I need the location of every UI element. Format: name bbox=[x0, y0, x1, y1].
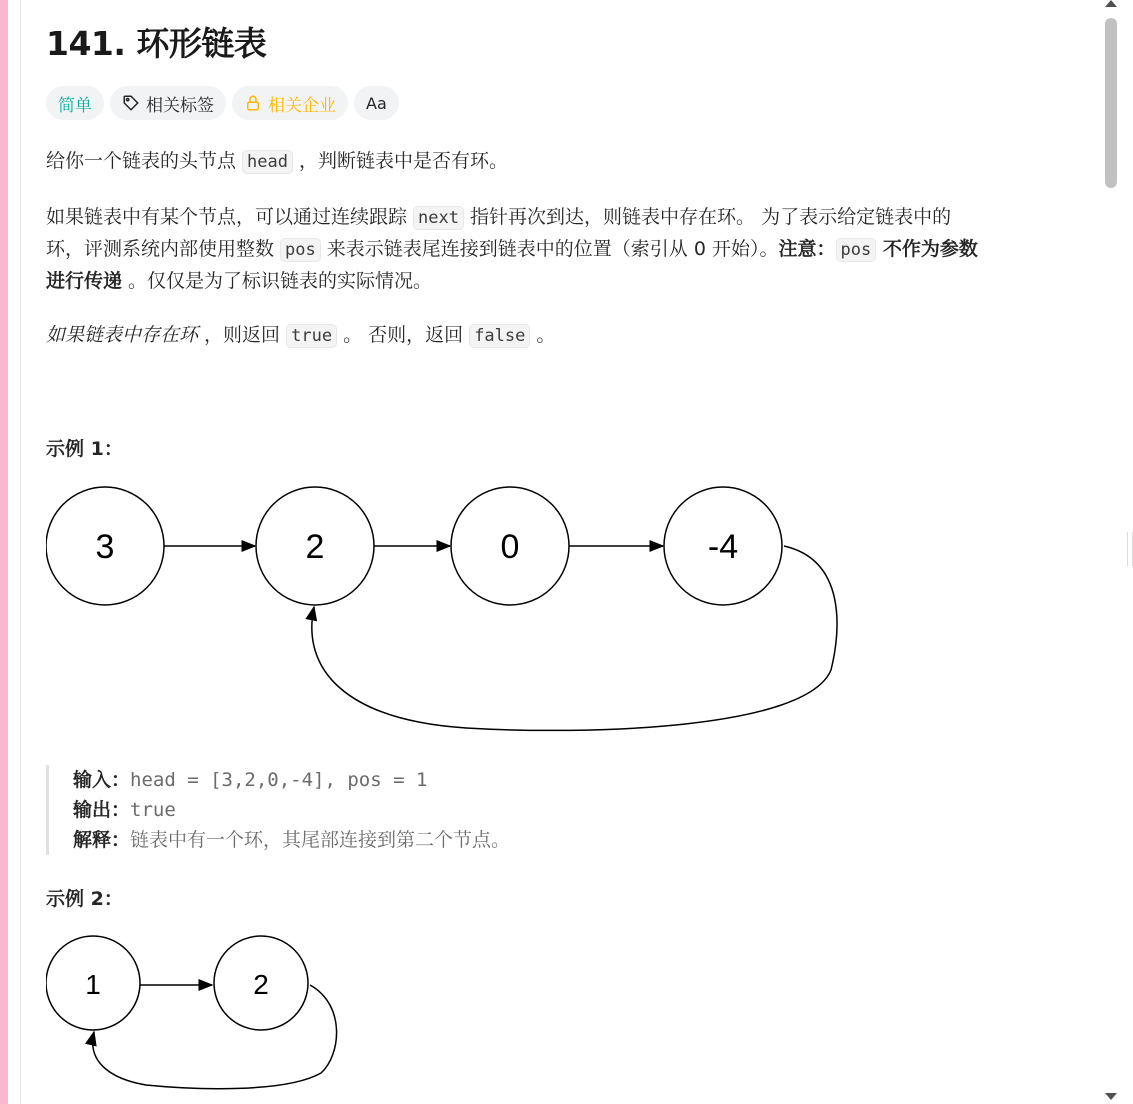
bold-text: 进行传递 bbox=[46, 270, 123, 292]
input-value: head = [3,2,0,-4], pos = 1 bbox=[130, 769, 428, 791]
input-row bbox=[73, 765, 510, 795]
text: 环，评测系统内部使用整数 bbox=[46, 238, 281, 260]
vertical-scrollbar[interactable] bbox=[1105, 0, 1119, 1104]
text: 来表示链表尾连接到链表中的位置（索引从 0 开始）。 bbox=[320, 238, 779, 260]
output-label: 输出： bbox=[73, 799, 131, 821]
difficulty-tag[interactable] bbox=[46, 86, 104, 120]
node-label: 3 bbox=[95, 528, 115, 566]
explain-value: 链表中有一个环，其尾部连接到第二个节点。 bbox=[130, 829, 511, 851]
paragraph-3 bbox=[46, 320, 555, 352]
node-label: 0 bbox=[500, 528, 520, 566]
explain-row bbox=[73, 825, 510, 855]
scroll-thumb[interactable] bbox=[1105, 18, 1117, 188]
inline-code: pos bbox=[280, 238, 321, 262]
output-value: true bbox=[130, 799, 176, 821]
output-row bbox=[73, 795, 510, 825]
text: 指针再次到达，则链表中存在环。 为了表示给定链表中的 bbox=[464, 206, 952, 228]
inline-code: pos bbox=[836, 238, 877, 262]
text: 给你一个链表的头节点 bbox=[46, 150, 243, 172]
paragraph-1 bbox=[46, 146, 508, 178]
lock-icon bbox=[244, 94, 262, 112]
explain-label: 解释： bbox=[73, 829, 131, 851]
example-2-title: 示例 2： bbox=[46, 888, 123, 910]
tag-icon bbox=[122, 94, 140, 112]
example-1-diagram bbox=[46, 480, 846, 740]
inline-code: true bbox=[286, 324, 337, 348]
node-label: -4 bbox=[707, 528, 739, 566]
translate-icon: Aa bbox=[366, 93, 387, 113]
text: 。仅仅是为了标识链表的实际情况。 bbox=[122, 270, 433, 292]
node-label: 2 bbox=[253, 969, 269, 1000]
text: ，判断链表中是否有环。 bbox=[293, 150, 509, 172]
example-2-diagram bbox=[46, 935, 366, 1104]
bold-text: 不作为参数 bbox=[876, 238, 978, 260]
translate-button[interactable] bbox=[354, 86, 399, 120]
related-tags-button[interactable] bbox=[110, 86, 226, 120]
text: 如果链表中有某个节点，可以通过连续跟踪 bbox=[46, 206, 414, 228]
italic-text: 如果链表中存在环 bbox=[46, 324, 199, 346]
text: 。 bbox=[530, 324, 556, 346]
node-label: 1 bbox=[85, 969, 101, 1000]
difficulty-label: 简单 bbox=[58, 95, 92, 116]
related-tags-label: 相关标签 bbox=[146, 95, 214, 116]
node-label: 2 bbox=[305, 528, 325, 566]
paragraph-2 bbox=[46, 202, 1076, 297]
inline-code: head bbox=[242, 150, 293, 174]
scroll-down-icon[interactable] bbox=[1105, 1093, 1117, 1100]
left-accent-strip bbox=[0, 0, 8, 1104]
input-label: 输入： bbox=[73, 769, 131, 791]
example-1-title: 示例 1： bbox=[46, 438, 123, 460]
text: 。 否则，返回 bbox=[337, 324, 470, 346]
page-title: 141. 环形链表 bbox=[46, 24, 267, 63]
inline-code: next bbox=[413, 206, 464, 230]
inline-code: false bbox=[469, 324, 530, 348]
scroll-up-icon[interactable] bbox=[1105, 0, 1117, 7]
tag-row bbox=[46, 86, 399, 120]
text: ，则返回 bbox=[198, 324, 287, 346]
resize-handle[interactable] bbox=[1127, 532, 1133, 566]
example-1-io bbox=[46, 765, 510, 855]
panel-border bbox=[20, 0, 21, 1104]
related-companies-label: 相关企业 bbox=[268, 95, 336, 116]
note-label: 注意： bbox=[778, 238, 836, 260]
related-companies-button[interactable] bbox=[232, 86, 348, 120]
